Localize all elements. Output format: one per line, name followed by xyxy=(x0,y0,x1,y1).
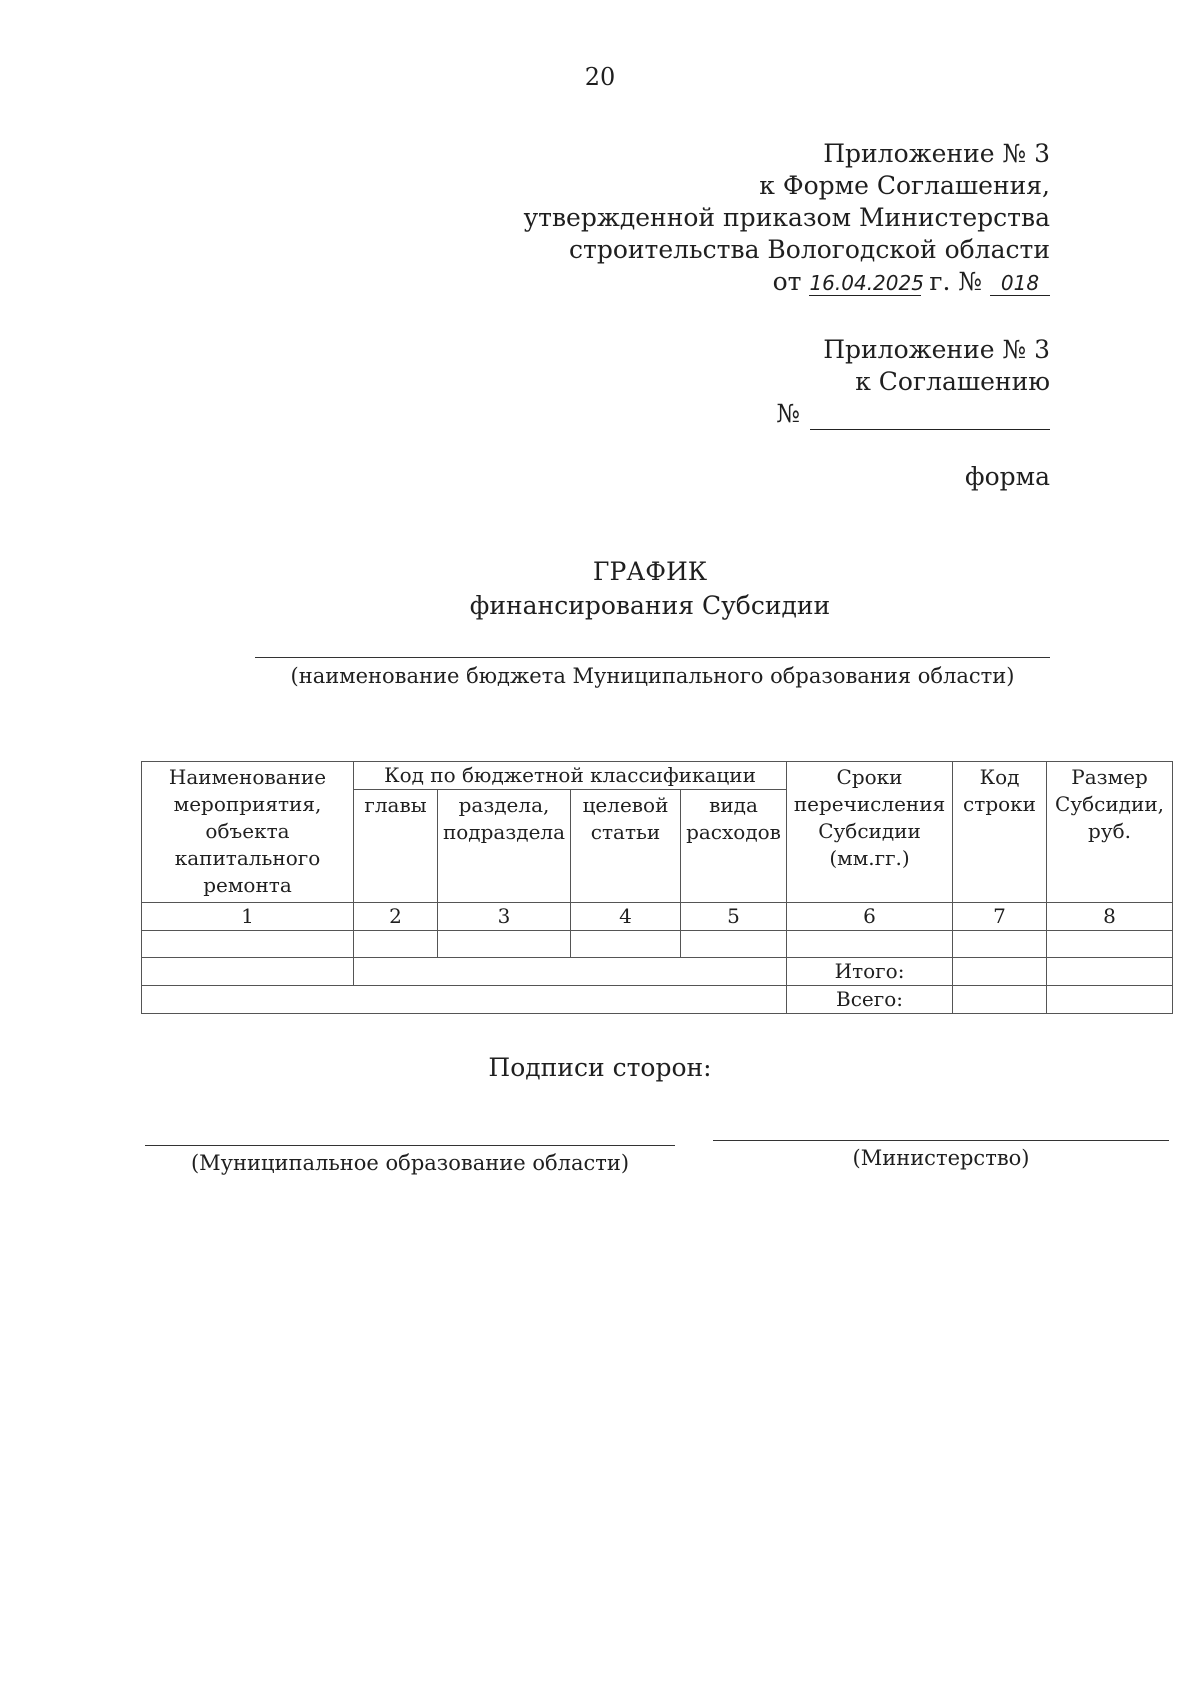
empty-cell xyxy=(1047,931,1173,958)
empty-cell xyxy=(1047,986,1173,1014)
empty-cell xyxy=(953,986,1047,1014)
column-number: 3 xyxy=(438,903,571,931)
empty-data-row xyxy=(142,931,1173,958)
document-subtitle: финансирования Субсидии xyxy=(469,591,831,620)
municipality-signature-line xyxy=(145,1145,675,1146)
ministry-signature-line xyxy=(713,1140,1169,1141)
column-numbers-row xyxy=(142,903,1173,931)
annex-form-line-3: утвержденной приказом Министерства xyxy=(523,203,1050,232)
header-row-code: Код строки xyxy=(953,762,1047,903)
empty-cell xyxy=(142,958,354,986)
financing-schedule-table xyxy=(141,761,1173,1014)
agreement-number-blank xyxy=(810,405,1050,430)
subtotal-row xyxy=(142,958,1173,986)
annex-form-line-2: к Форме Соглашения, xyxy=(759,171,1050,200)
header-section: раздела, подраздела xyxy=(438,790,571,903)
empty-cell xyxy=(787,931,953,958)
header-terms: Сроки перечисления Субсидии (мм.гг.) xyxy=(787,762,953,903)
document-title: ГРАФИК xyxy=(592,557,708,586)
municipality-signature-caption: (Муниципальное образование области) xyxy=(190,1151,630,1175)
ministry-signature-caption: (Министерство) xyxy=(852,1146,1030,1170)
empty-cell xyxy=(1047,958,1173,986)
signatures-title: Подписи сторон: xyxy=(488,1053,712,1082)
empty-cell xyxy=(681,931,787,958)
annex-form-line-4: строительства Вологодской области xyxy=(569,235,1050,264)
date-prefix: от xyxy=(772,267,802,296)
column-number: 5 xyxy=(681,903,787,931)
header-target: целевой статьи xyxy=(571,790,681,903)
subtotal-label: Итого: xyxy=(787,958,953,986)
column-number: 2 xyxy=(354,903,438,931)
agreement-number-line xyxy=(776,398,1050,430)
handwritten-number: 018 xyxy=(990,271,1050,296)
number-prefix: г. № xyxy=(929,267,983,296)
header-name: Наименование мероприятия, объекта капитального ремонта xyxy=(142,762,354,903)
empty-cell xyxy=(438,931,571,958)
handwritten-date: 16.04.2025 xyxy=(809,271,924,295)
budget-name-blank-line xyxy=(255,657,1050,658)
form-label: форма xyxy=(965,462,1050,491)
header-amount: Размер Субсидии, руб. xyxy=(1047,762,1173,903)
agreement-number-label: № xyxy=(776,399,800,428)
empty-cell xyxy=(571,931,681,958)
budget-name-caption: (наименование бюджета Муниципального образования области) xyxy=(290,664,1015,688)
empty-cell xyxy=(142,931,354,958)
annex-agreement-line-1: Приложение № 3 xyxy=(823,335,1050,364)
annex-form-line-1: Приложение № 3 xyxy=(823,139,1050,168)
header-expense-type: вида расходов xyxy=(681,790,787,903)
annex-to-agreement-header xyxy=(776,334,1050,430)
empty-cell xyxy=(953,958,1047,986)
annex-form-date-line xyxy=(523,266,1050,298)
annex-to-form-header xyxy=(523,138,1050,298)
column-number: 4 xyxy=(571,903,681,931)
empty-cell xyxy=(953,931,1047,958)
header-code-group: Код по бюджетной классификации xyxy=(354,762,787,790)
empty-cell xyxy=(354,958,787,986)
column-number: 7 xyxy=(953,903,1047,931)
column-number: 6 xyxy=(787,903,953,931)
column-number: 1 xyxy=(142,903,354,931)
total-label: Всего: xyxy=(787,986,953,1014)
empty-cell xyxy=(142,986,787,1014)
column-number: 8 xyxy=(1047,903,1173,931)
header-row-1 xyxy=(142,762,1173,790)
total-row xyxy=(142,986,1173,1014)
header-chapter: главы xyxy=(354,790,438,903)
annex-agreement-line-2: к Соглашению xyxy=(855,367,1050,396)
empty-cell xyxy=(354,931,438,958)
page-number: 20 xyxy=(584,63,616,91)
